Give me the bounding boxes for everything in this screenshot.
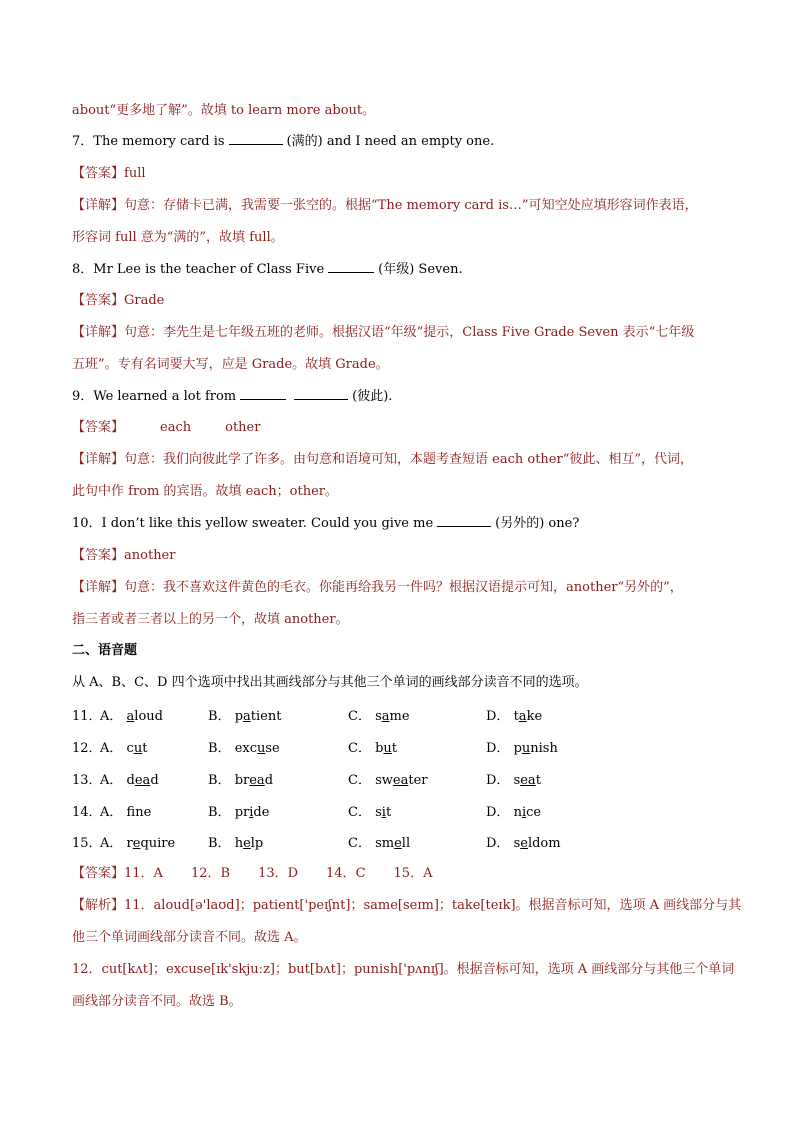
answer-blank <box>240 387 286 400</box>
answer-7 <box>72 164 734 184</box>
explanation-7 <box>72 196 734 216</box>
phonics-option: C． but <box>348 741 398 756</box>
explanation-tag: 【详解】 <box>72 325 125 340</box>
section-heading <box>72 641 734 661</box>
answer-text: each <box>160 420 192 435</box>
underlined-letters: ea <box>520 773 536 788</box>
underlined-letters: u <box>521 741 531 756</box>
explanation-text: 此句中作 from 的宾语。故填 each；other。 <box>72 484 339 499</box>
answer-item: 11．A <box>124 866 163 881</box>
answer-blank <box>437 514 491 527</box>
underlined-letters: u <box>383 741 392 756</box>
underlined-letters: ea <box>134 773 151 788</box>
answer-item: 14．C <box>326 866 366 881</box>
explanation-text: 句意：李先生是七年级五班的老师。根据汉语“年级”提示，Class Five Grade Seven 表示“七年级 <box>124 325 695 340</box>
explanation-7-cont <box>72 228 734 248</box>
explanation-text: 句意：我不喜欢这件黄色的毛衣。你能再给我另一件吗？根据汉语提示可知，another“另外的”， <box>124 580 683 595</box>
phonics-option: C． same <box>348 709 410 724</box>
phonics-option: B． pride <box>208 805 270 820</box>
analysis-text: 12．cut[kʌt]；excuse[ɪk'skjuːz]；but[bʌt]；punish['pʌnɪʃ]。根据音标可知，选项 A 画线部分与其他三个单词 <box>72 962 735 977</box>
underlined-letters: a <box>381 709 390 724</box>
answer-9 <box>72 418 734 438</box>
question-text: (年级) Seven. <box>378 262 463 277</box>
question-8 <box>72 260 734 280</box>
underlined-letters: u <box>257 741 266 756</box>
underlined-letters: i <box>381 805 386 820</box>
phonics-question-number: 13． <box>72 773 102 788</box>
explanation-text: 五班”。专有名词要大写，应是 Grade。故填 Grade。 <box>72 357 389 372</box>
explanation-10 <box>72 578 734 598</box>
phonics-option: D． punish <box>486 741 558 756</box>
explanation-text: 句意：存储卡已满，我需要一张空的。根据“The memory card is…”可知空处应填形容词作表语， <box>124 198 698 213</box>
analysis-text: 他三个单词画线部分读音不同。故选 A。 <box>72 930 307 945</box>
phonics-option: B． bread <box>208 773 274 788</box>
answer-tag: 【答案】 <box>72 420 125 435</box>
question-text: (满的) and I need an empty one. <box>286 134 495 149</box>
question-text: (彼此). <box>352 389 393 404</box>
phonics-option: A． dead <box>100 773 159 788</box>
phonics-question-number: 11． <box>72 709 102 724</box>
underlined-letters: a <box>518 709 527 724</box>
text-line <box>72 101 734 121</box>
phonics-question-number: 14． <box>72 805 102 820</box>
explanation-text: 句意：我们向彼此学了许多。由句意和语境可知，本题考查短语 each other“彼此、相互”，代词， <box>124 452 694 467</box>
answer-item: 13．D <box>258 866 299 881</box>
analysis-line <box>72 928 734 948</box>
analysis-tag: 【解析】 <box>72 898 125 913</box>
underlined-letters: e <box>520 836 528 851</box>
underlined-letters: e <box>394 836 402 851</box>
explanation-10-cont <box>72 610 734 630</box>
phonics-option: B． patient <box>208 709 282 724</box>
analysis-text: 画线部分读音不同。故选 B。 <box>72 994 242 1009</box>
phonics-option: A． fne <box>100 805 152 820</box>
analysis-text: 11．aloud[ə'laʊd]；patient['peɪʃnt]；same[seɪm]；take[teɪk]。根据音标可知，选项 A 画线部分与其 <box>124 898 742 913</box>
phonics-option: D． seat <box>486 773 541 788</box>
phonics-option: C． sweater <box>348 773 428 788</box>
analysis-line <box>72 960 734 980</box>
phonics-option: C． smell <box>348 836 411 851</box>
answer-item: 15．A <box>393 866 433 881</box>
explanation-8-cont <box>72 355 734 375</box>
phonics-option: B． help <box>208 836 264 851</box>
explanation-text: 形容词 full 意为“满的”，故填 full。 <box>72 230 284 245</box>
question-text: (另外的) one? <box>495 516 580 531</box>
answer-tag: 【答案】 <box>72 293 125 308</box>
question-text: 10．I don’t like this yellow sweater. Could you give me <box>72 516 434 531</box>
phonics-question-number: 12． <box>72 741 102 756</box>
explanation-9-cont <box>72 482 734 502</box>
answer-text: other <box>225 420 261 435</box>
underlined-letters: u <box>133 741 143 756</box>
underlined-letters: ea <box>249 773 265 788</box>
instruction-text: 从 A、B、C、D 四个选项中找出其画线部分与其他三个单词的画线部分读音不同的选项。 <box>72 675 588 690</box>
question-text: 8．Mr Lee is the teacher of Class Five <box>72 262 325 277</box>
phonics-answers <box>72 864 734 884</box>
phonics-option: D． nice <box>486 805 542 820</box>
question-text: 9．We learned a lot from <box>72 389 237 404</box>
underlined-letters: e <box>132 836 141 851</box>
phonics-option: D． seldom <box>486 836 561 851</box>
answer-tag: 【答案】 <box>72 166 125 181</box>
phonics-option: A． require <box>100 836 176 851</box>
question-7 <box>72 132 734 152</box>
explanation-8 <box>72 323 734 343</box>
explanation-text: 指三者或者三者以上的另一个，故填 another。 <box>72 612 349 627</box>
explanation-9 <box>72 450 734 470</box>
phonics-option: A． aloud <box>100 709 163 724</box>
section-title: 二、语音题 <box>72 643 138 658</box>
underlined-letters: ea <box>392 773 409 788</box>
answer-text: Grade <box>124 293 165 308</box>
instructions <box>72 673 734 693</box>
phonics-option: C． sit <box>348 805 392 820</box>
phonics-question-number: 15． <box>72 836 102 851</box>
question-text: 7．The memory card is <box>72 134 225 149</box>
underlined-letters: a <box>126 709 135 724</box>
answer-10 <box>72 546 734 566</box>
underlined-letters: i <box>521 805 527 820</box>
phonics-option: B． excuse <box>208 741 280 756</box>
analysis-line <box>72 896 742 916</box>
explanation-tag: 【详解】 <box>72 198 125 213</box>
answer-tag: 【答案】 <box>72 866 125 881</box>
explanation-text: about“更多地了解”。故填 to learn more about。 <box>72 103 376 118</box>
underlined-letters: a <box>243 709 251 724</box>
answer-blank <box>229 132 283 145</box>
answer-item: 12．B <box>190 866 231 881</box>
question-10 <box>72 514 734 534</box>
analysis-line <box>72 992 734 1012</box>
explanation-tag: 【详解】 <box>72 452 125 467</box>
underlined-letters: i <box>249 805 254 820</box>
answer-blank <box>294 387 348 400</box>
underlined-letters: e <box>243 836 251 851</box>
question-9 <box>72 387 734 407</box>
phonics-option: A． cut <box>100 741 148 756</box>
answer-tag: 【答案】 <box>72 548 125 563</box>
answer-8 <box>72 291 734 311</box>
answer-text: full <box>124 166 146 181</box>
phonics-option: D． take <box>486 709 543 724</box>
answer-blank <box>328 260 374 273</box>
explanation-tag: 【详解】 <box>72 580 125 595</box>
answer-list <box>124 866 460 881</box>
answer-text: another <box>124 548 176 563</box>
